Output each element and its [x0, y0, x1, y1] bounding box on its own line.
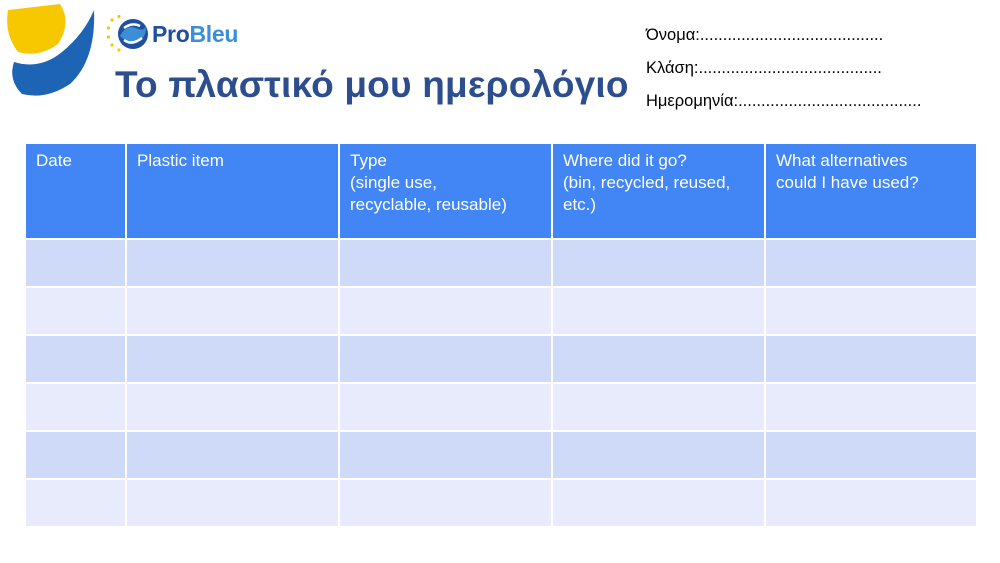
date-field[interactable]: Ημερομηνία:........................................ [646, 92, 922, 110]
table-cell[interactable] [339, 335, 552, 383]
table-cell[interactable] [765, 479, 977, 527]
table-cell[interactable] [765, 239, 977, 287]
header-alternatives-line: What alternatives [776, 151, 908, 170]
header-type-line: recyclable, reusable) [350, 195, 507, 214]
table-cell[interactable] [339, 479, 552, 527]
header-type-line: Type [350, 151, 387, 170]
table-cell[interactable] [339, 383, 552, 431]
table-cell[interactable] [552, 383, 765, 431]
table-cell[interactable] [126, 383, 339, 431]
probleu-logo [106, 14, 238, 54]
table-cell[interactable] [126, 335, 339, 383]
header-plastic-item [126, 143, 339, 239]
header-where-did-it-go [552, 143, 765, 239]
table-cell[interactable] [765, 335, 977, 383]
table-cell[interactable] [25, 239, 126, 287]
header-where-line: etc.) [563, 195, 597, 214]
plastic-diary-table [24, 142, 976, 528]
brand-name-bleu: Bleu [189, 20, 239, 47]
table-cell[interactable] [339, 287, 552, 335]
header-date-line: Date [36, 151, 72, 170]
probleu-emblem-icon [106, 14, 150, 54]
brand-name-pro: Pro [152, 20, 190, 47]
table-row [25, 239, 977, 287]
header-row [25, 143, 977, 239]
page-title: Το πλαστικό μου ημερολόγιο [115, 64, 629, 105]
table-cell[interactable] [25, 287, 126, 335]
table-cell[interactable] [25, 431, 126, 479]
table-cell[interactable] [126, 431, 339, 479]
table-cell[interactable] [552, 479, 765, 527]
table-cell[interactable] [25, 383, 126, 431]
corner-logo [0, 0, 100, 100]
table-cell[interactable] [339, 239, 552, 287]
student-info [646, 24, 921, 123]
table-row [25, 335, 977, 383]
table-cell[interactable] [126, 287, 339, 335]
header-where-line: Where did it go? [563, 151, 687, 170]
table-cell[interactable] [552, 431, 765, 479]
table-row [25, 479, 977, 527]
table-cell[interactable] [765, 287, 977, 335]
table-cell[interactable] [765, 383, 977, 431]
table-cell[interactable] [765, 431, 977, 479]
header-plastic-item-line: Plastic item [137, 151, 224, 170]
header-where-line: (bin, recycled, reused, [563, 173, 731, 192]
table-cell[interactable] [126, 239, 339, 287]
header-alternatives [765, 143, 977, 239]
table-row [25, 383, 977, 431]
header-type [339, 143, 552, 239]
header-alternatives-line: could I have used? [776, 173, 919, 192]
table-cell[interactable] [25, 479, 126, 527]
table-cell[interactable] [552, 239, 765, 287]
table-cell[interactable] [552, 335, 765, 383]
diary-table [24, 142, 978, 528]
class-field[interactable]: Κλάση:........................................ [646, 59, 882, 77]
table-row [25, 287, 977, 335]
table-cell[interactable] [552, 287, 765, 335]
table-row [25, 431, 977, 479]
header-type-line: (single use, [350, 173, 437, 192]
table-cell[interactable] [339, 431, 552, 479]
header-date [25, 143, 126, 239]
table-cell[interactable] [25, 335, 126, 383]
table-cell[interactable] [126, 479, 339, 527]
brand-name [152, 21, 238, 48]
name-field[interactable]: Όνομα:........................................ [646, 26, 884, 44]
